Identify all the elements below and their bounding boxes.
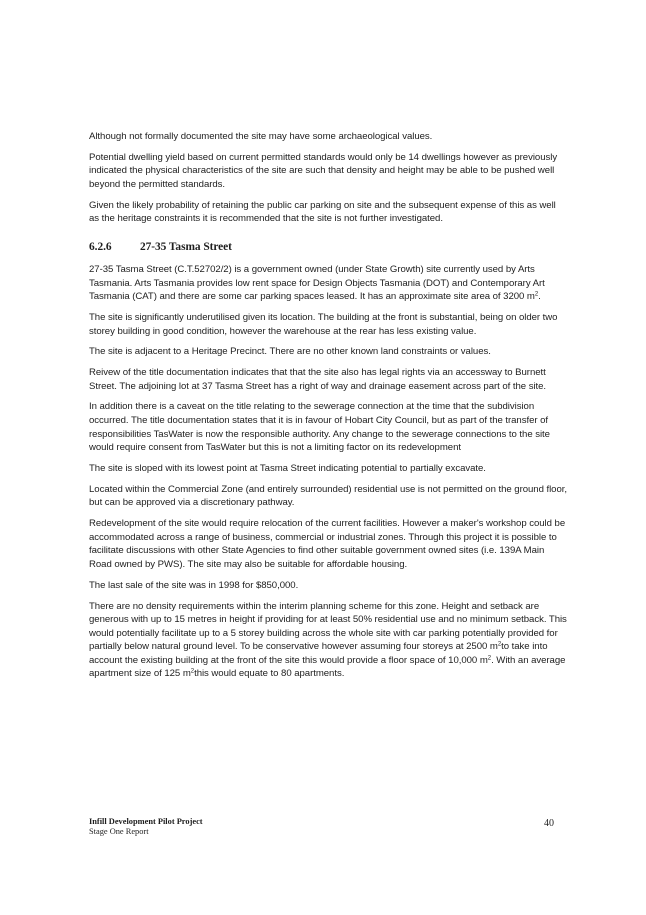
paragraph-recommendation: Given the likely probability of retaining the public car parking on site and the subsequent expense of this as well as the heritage constraints it is recommended that the site is not further investigated. — [89, 199, 556, 225]
paragraph-last-sale: The last sale of the site was in 1998 for $850,000. — [89, 579, 299, 591]
paragraph-site-overview — [89, 263, 567, 304]
page-number: 40 — [544, 818, 554, 829]
paragraph-density — [89, 600, 567, 682]
paragraph-zoning: Located within the Commercial Zone (and entirely surrounded) residential use is not permitted on the ground floor, but can be approved via a discretionary pathway. — [89, 483, 567, 509]
paragraph-redevelopment: Redevelopment of the site would require relocation of the current facilities. However a maker's workshop could be accommodated across a range of business, commercial or industrial zones. Through this project it is possible to facilitate discussions with other State Agencies to find other suitable government owned sites (i.e. 139A Main Road owned by PWS). The site may also be suitable for affordable housing. — [89, 518, 566, 570]
density-text-2: to take into account the existing building at the front of the site this would provide a floor space of 10,000 m — [89, 641, 548, 666]
superscript: 2 — [487, 655, 492, 662]
paragraph-caveat: In addition there is a caveat on the title relating to the sewerage connection at the time that the subdivision occurred. The title documentation states that it is in favour of Hobart City Council, but as part of the transfer of responsibilities TasWater is now the responsible authority. Any change to the sewerage connections to the site would require consent from TasWater but this is not a limiting factor on its redevelopment — [89, 401, 550, 454]
superscript: 2 — [190, 668, 195, 675]
section-number: 6.2.6 — [89, 240, 112, 253]
superscript: 2 — [534, 291, 539, 298]
density-text-4: this would equate to 80 apartments. — [194, 668, 345, 680]
body-text — [89, 130, 567, 688]
paragraph-underutilised: The site is significantly underutilised given its location. The building at the front is substantial, being on older two storey building in good condition, however the warehouse at the rear has less existing value. — [89, 311, 558, 337]
section-heading — [89, 240, 567, 254]
density-text-1: There are no density requirements within the interim planning scheme for this zone. Height and setback are generous with up to 15 metres in height if providing for at least 50% residential use and no minimum setback. This would potentially facilitate up to a 5 storey building across the whole site with car parking potentially provided for partially below natural ground level. To be conservative however assuming four storeys at 2500 m — [89, 600, 567, 653]
paragraph-archaeological: Although not formally documented the site may have some archaeological values. — [89, 131, 433, 142]
paragraph-slope: The site is sloped with its lowest point at Tasma Street indicating potential to partially excavate. — [89, 463, 486, 474]
footer-report: Stage One Report — [89, 827, 149, 837]
paragraph-dwelling-yield: Potential dwelling yield based on current permitted standards would only be 14 dwellings however as previously indicated the physical characteristics of the site are such that density and height may be able to be pushed well beyond the permitted standards. — [89, 151, 558, 190]
site-overview-tail: . — [538, 291, 541, 303]
section-title: 27-35 Tasma Street — [140, 240, 232, 253]
density-text-3: . With an average apartment size of 125 m — [89, 654, 566, 680]
site-overview-text: 27-35 Tasma Street (C.T.52702/2) is a government owned (under State Growth) site currently used by Arts Tasmania. Arts Tasmania provides low rent space for Design Objects Tasmania (DOT) and Contemporary Art Tasmania (CAT) and there are some car parking spaces leased. It has an approximate site area of 3200 m — [89, 263, 545, 303]
paragraph-heritage: The site is adjacent to a Heritage Precinct. There are no other known land constraints or values. — [89, 346, 491, 358]
footer — [89, 817, 203, 838]
paragraph-title-review: Reivew of the title documentation indicates that that the site also has legal rights via an accessway to Burnett Street. The adjoining lot at 37 Tasma Street has a right of way and drainage easement across part of the site. — [89, 367, 547, 392]
footer-project: Infill Development Pilot Project — [89, 817, 203, 826]
superscript: 2 — [497, 641, 502, 648]
